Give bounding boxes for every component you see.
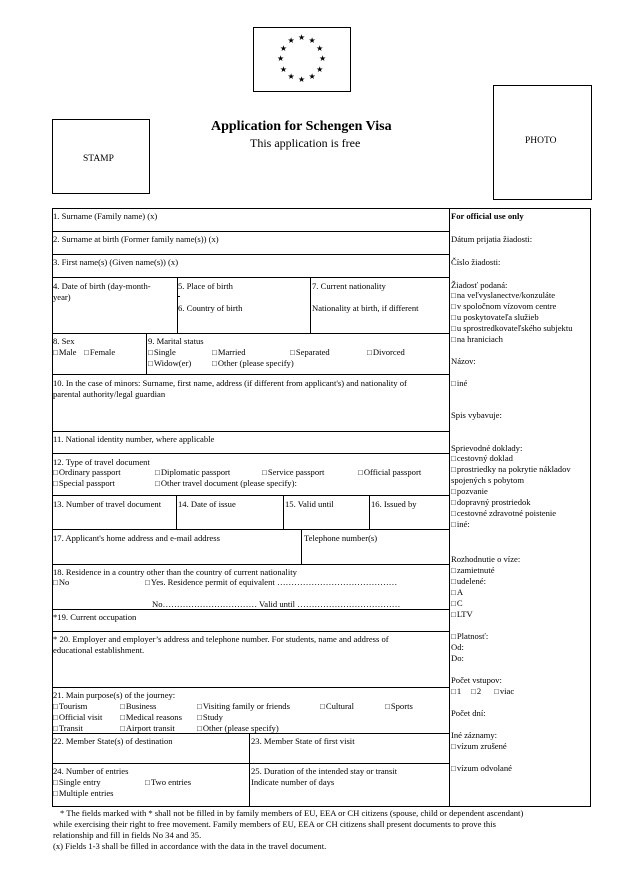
checkbox-female[interactable]: □ Female (84, 347, 115, 359)
checkbox-separated[interactable]: □ Separated (290, 347, 330, 359)
field-date-of-birth-cont: year) (53, 292, 71, 302)
page-subtitle: This application is free (250, 136, 361, 150)
official-name-label: Názov: (451, 356, 476, 366)
star-icon: ★ (287, 72, 295, 82)
official-application-number: Číslo žiadosti: (451, 257, 501, 267)
star-icon: ★ (298, 75, 306, 84)
checkbox-purpose-other[interactable]: □ Other (please specify) (197, 723, 279, 735)
official-submitted-option-0[interactable]: □ na veľvyslanectve/konzuláte (451, 290, 555, 302)
field-first-visit-state[interactable]: 23. Member State of first visit (251, 736, 355, 746)
official-visa-revoked[interactable]: □ vízum odvolané (451, 763, 512, 775)
checkbox-widow[interactable]: □ Widow(er) (148, 358, 191, 370)
footnote-line-4: (x) Fields 1-3 shall be filled in accordance with the data in the travel document. (53, 841, 327, 851)
field-place-of-birth[interactable]: 5. Place of birth (178, 281, 233, 291)
official-submitted-option-3[interactable]: □ u sprostredkovateľského subjektu (451, 323, 573, 335)
photo-box (493, 85, 592, 200)
field-issued-by[interactable]: 16. Issued by (371, 499, 417, 509)
eu-stars-icon (254, 28, 350, 91)
checkbox-sports[interactable]: □ Sports (385, 701, 413, 713)
official-doc-option-b-1[interactable]: □ dopravný prostriedok (451, 497, 531, 509)
checkbox-airport-transit[interactable]: □ Airport transit (120, 723, 175, 735)
checkbox-tourism[interactable]: □ Tourism (53, 701, 87, 713)
official-submitted-option-1[interactable]: □ v spoločnom vízovom centre (451, 301, 556, 313)
star-icon: ★ (279, 43, 287, 53)
field-home-address[interactable]: 17. Applicant's home address and e-mail address (53, 533, 220, 543)
star-icon: ★ (287, 35, 295, 45)
official-valid-to: Do: (451, 653, 464, 663)
stamp-box (52, 119, 150, 194)
checkbox-transit[interactable]: □ Transit (53, 723, 83, 735)
field-current-nationality[interactable]: 7. Current nationality (312, 281, 386, 291)
official-entries-2[interactable]: □ 2 (471, 686, 481, 698)
official-other-records: Iné záznamy: (451, 730, 498, 740)
checkbox-male[interactable]: □ Male (53, 347, 77, 359)
official-doc-option-b-2[interactable]: □ cestovné zdravotné poistenie (451, 508, 556, 520)
official-doc-option-b-3[interactable]: □ iné: (451, 519, 470, 531)
star-icon: ★ (277, 54, 285, 63)
eu-flag-logo (253, 27, 351, 92)
field-employer-cont: educational establishment. (53, 645, 145, 655)
official-doc-option-b-0[interactable]: □ pozvanie (451, 486, 488, 498)
checkbox-married[interactable]: □ Married (212, 347, 246, 359)
official-visa-annulled[interactable]: □ vízum zrušené (451, 741, 507, 753)
stamp-label: STAMP (83, 154, 114, 164)
star-icon: ★ (316, 43, 324, 53)
official-decision-option-4[interactable]: □ LTV (451, 609, 473, 621)
official-decision-option-3[interactable]: □ C (451, 598, 463, 610)
photo-label: PHOTO (525, 136, 557, 146)
official-other-checkbox[interactable]: □ iné (451, 378, 467, 390)
official-decision-option-1[interactable]: □ udelené: (451, 576, 486, 588)
field-minors-guardian-cont: parental authority/legal guardian (53, 389, 166, 399)
checkbox-residence-no[interactable]: □ No (53, 577, 69, 589)
star-icon: ★ (279, 64, 287, 74)
official-submitted-option-4[interactable]: □ na hraniciach (451, 334, 503, 346)
checkbox-cultural[interactable]: □ Cultural (320, 701, 354, 713)
field-surname[interactable]: 1. Surname (Family name) (x) (53, 211, 158, 221)
field-country-of-birth[interactable]: 6. Country of birth (178, 303, 243, 313)
field-telephone[interactable]: Telephone number(s) (304, 533, 378, 543)
official-decision-option-0[interactable]: □ zamietnuté (451, 565, 495, 577)
official-number-of-entries: Počet vstupov: (451, 675, 502, 685)
field-residence-other-country: 18. Residence in a country other than the country of current nationality (53, 567, 297, 577)
field-duration-of-stay[interactable]: 25. Duration of the intended stay or transit (251, 766, 398, 776)
checkbox-multiple-entries[interactable]: □ Multiple entries (53, 788, 114, 800)
official-submitted-at: Žiadosť podaná: (451, 280, 508, 290)
field-first-names[interactable]: 3. First name(s) (Given name(s)) (x) (53, 257, 179, 267)
official-visa-decision: Rozhodnutie o víze: (451, 554, 521, 564)
checkbox-visiting[interactable]: □ Visiting family or friends (197, 701, 290, 713)
field-marital-status: 9. Marital status (148, 336, 204, 346)
checkbox-two-entries[interactable]: □ Two entries (145, 777, 191, 789)
field-date-of-birth[interactable]: 4. Date of birth (day-month- (53, 281, 151, 291)
field-duration-of-stay-cont: Indicate number of days (251, 777, 335, 787)
star-icon: ★ (316, 64, 324, 74)
field-sex: 8. Sex (53, 336, 75, 346)
checkbox-official-passport[interactable]: □ Official passport (358, 467, 421, 479)
checkbox-special-passport[interactable]: □ Special passport (53, 478, 115, 490)
official-date-received: Dátum prijatia žiadosti: (451, 234, 533, 244)
checkbox-official-visit[interactable]: □ Official visit (53, 712, 102, 724)
field-travel-document-type: 12. Type of travel document (53, 457, 150, 467)
checkbox-marital-other[interactable]: □ Other (please specify) (212, 358, 294, 370)
field-date-of-issue[interactable]: 14. Date of issue (178, 499, 236, 509)
page-title: Application for Schengen Visa (211, 119, 392, 134)
field-valid-until[interactable]: 15. Valid until (285, 499, 334, 509)
checkbox-study[interactable]: □ Study (197, 712, 223, 724)
official-submitted-option-2[interactable]: □ u poskytovateľa služieb (451, 312, 539, 324)
official-doc-option-1[interactable]: □ prostriedky na pokrytie nákladov (451, 464, 571, 476)
checkbox-residence-yes[interactable]: □ Yes. Residence permit of equivalent …………………………………… (145, 577, 397, 589)
field-number-of-entries: 24. Number of entries (53, 766, 129, 776)
official-doc-option-0[interactable]: □ cestovný doklad (451, 453, 513, 465)
star-icon: ★ (319, 54, 327, 63)
field-travel-document-number[interactable]: 13. Number of travel document (53, 499, 162, 509)
field-national-id[interactable]: 11. National identity number, where applicable (53, 434, 215, 444)
footnote-line-1: * The fields marked with * shall not be filled in by family members of EU, EEA or CH citizens (spouse, child or dependent ascendant) (60, 808, 524, 818)
checkbox-medical[interactable]: □ Medical reasons (120, 712, 182, 724)
checkbox-divorced[interactable]: □ Divorced (367, 347, 405, 359)
footnote-line-2: while exercising their right to free movement. Family members of EU, EEA or CH citizens shall present documents to prove this (53, 819, 496, 829)
checkbox-diplomatic-passport[interactable]: □ Diplomatic passport (155, 467, 230, 479)
checkbox-single-entry[interactable]: □ Single entry (53, 777, 101, 789)
field-surname-at-birth[interactable]: 2. Surname at birth (Former family name(s)) (x) (53, 234, 219, 244)
field-employer[interactable]: * 20. Employer and employer’s address and telephone number. For students, name and address of (53, 634, 389, 644)
field-journey-purpose: 21. Main purpose(s) of the journey: (53, 690, 176, 700)
footnote-line-3: relationship and fill in fields No 34 and 35. (53, 830, 202, 840)
official-entries-multiple[interactable]: □ viac (494, 686, 514, 698)
field-current-occupation[interactable]: *19. Current occupation (53, 612, 137, 622)
official-supporting-docs: Sprievodné doklady: (451, 443, 523, 453)
field-residence-permit-number[interactable]: No…………………………… Valid until ……………………………… (152, 599, 401, 609)
field-destination-states[interactable]: 22. Member State(s) of destination (53, 736, 173, 746)
official-validity[interactable]: □ Platnosť: (451, 631, 488, 643)
official-valid-from: Od: (451, 642, 464, 652)
checkbox-business[interactable]: □ Business (120, 701, 156, 713)
checkbox-ordinary-passport[interactable]: □ Ordinary passport (53, 467, 121, 479)
official-entries-1[interactable]: □ 1 (451, 686, 461, 698)
field-minors-guardian[interactable]: 10. In the case of minors: Surname, first name, address (if different from applicant's) and nationality of (53, 378, 407, 388)
checkbox-service-passport[interactable]: □ Service passport (262, 467, 324, 479)
checkbox-other-travel-document[interactable]: □ Other travel document (please specify): (155, 478, 297, 490)
field-nationality-at-birth[interactable]: Nationality at birth, if different (312, 303, 419, 313)
official-use-title: For official use only (451, 211, 524, 221)
star-icon: ★ (308, 35, 316, 45)
star-icon: ★ (298, 33, 306, 42)
official-number-of-days: Počet dní: (451, 708, 486, 718)
checkbox-single[interactable]: □ Single (148, 347, 176, 359)
official-supporting-docs-cont: spojených s pobytom (451, 475, 525, 485)
official-decision-option-2[interactable]: □ A (451, 587, 463, 599)
official-file-handler: Spis vybavuje: (451, 410, 502, 420)
star-icon: ★ (308, 72, 316, 82)
